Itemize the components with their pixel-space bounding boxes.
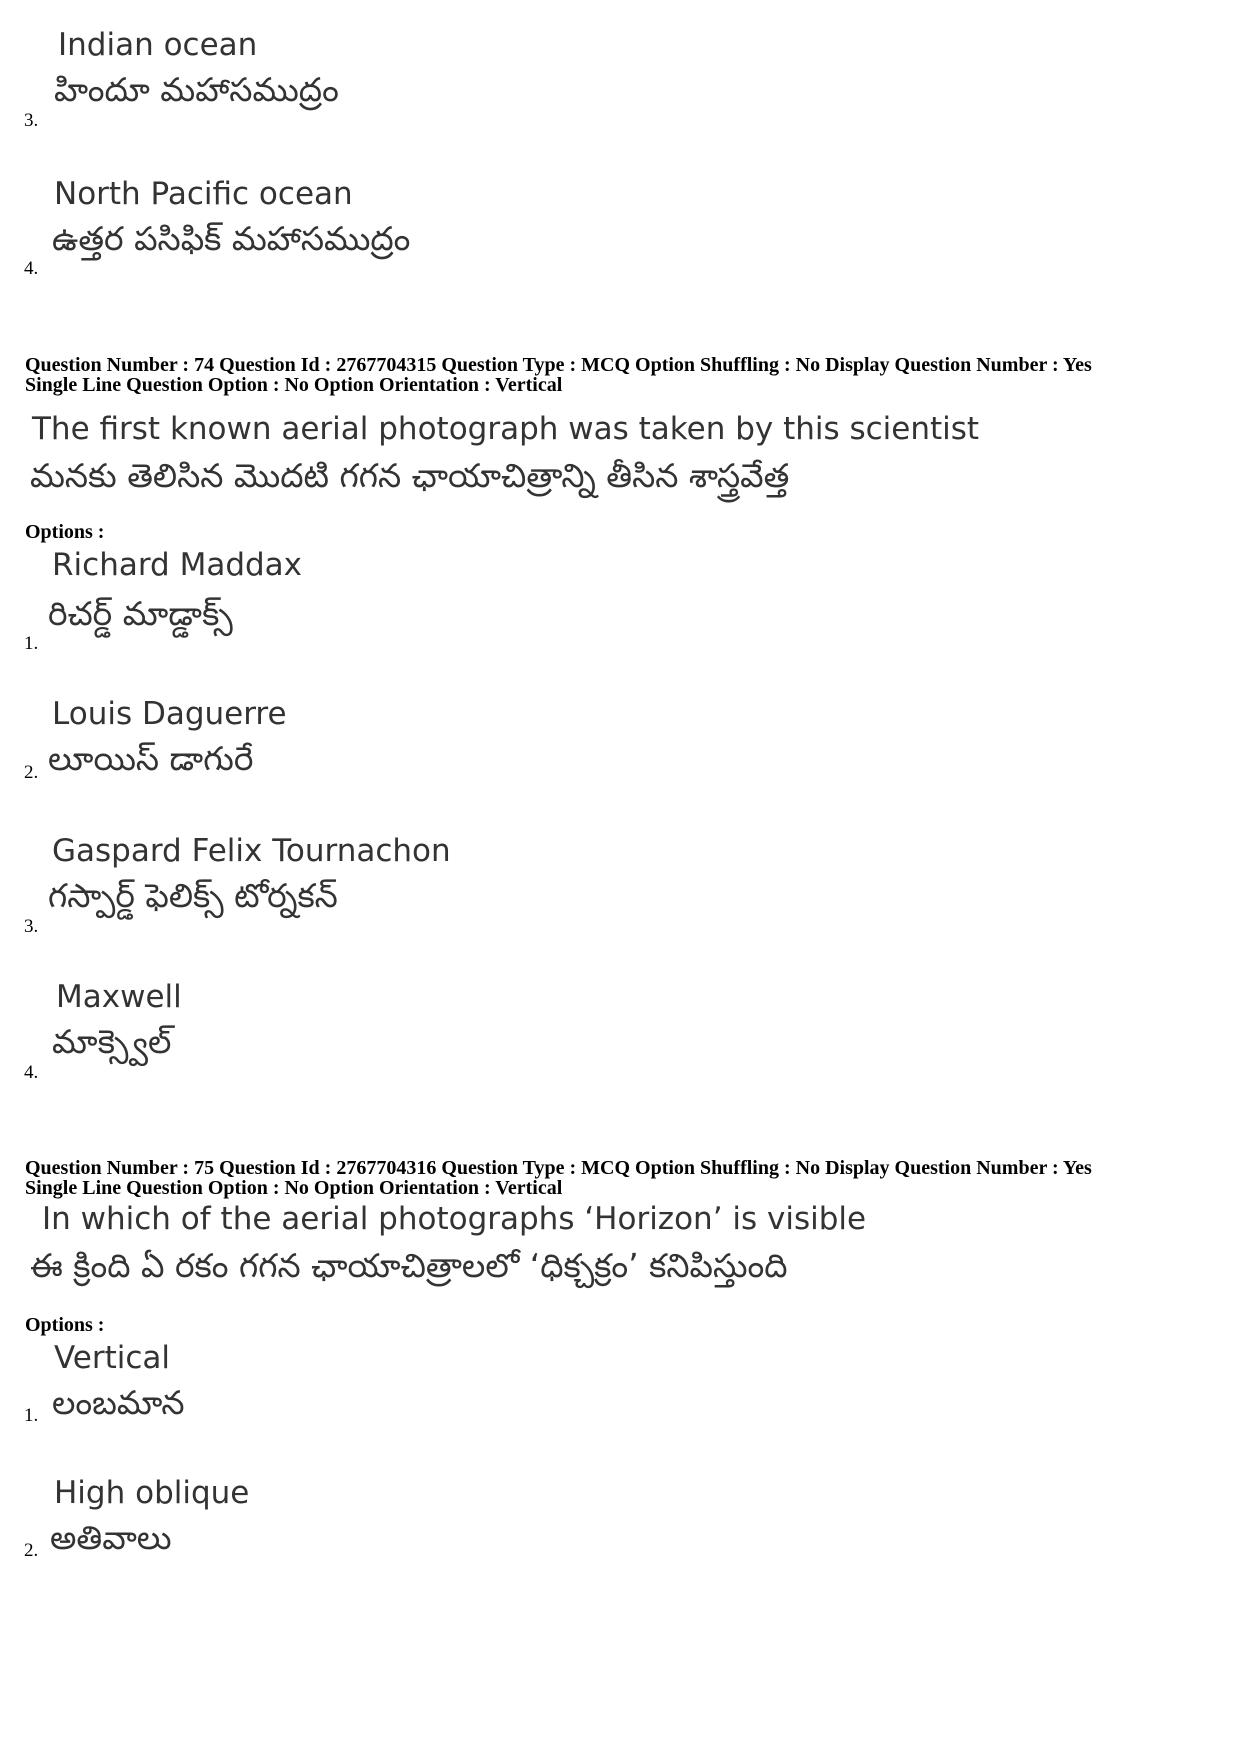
q74-question-telugu: మనకు తెలిసిన మొదటి గగన ఛాయాచిత్రాన్ని తీసిన శాస్త్రవేత్త (30, 456, 790, 495)
q74-option-1-number: 1. (24, 633, 39, 654)
q75-question-telugu: ఈ క్రింది ఏ రకం గగన ఛాయాచిత్రాలలో ‘ధిక్చక్రం’ కనిపిస్తుంది (30, 1246, 788, 1285)
q74-options-label: Options : (25, 521, 105, 543)
q74-option-3-english: Gaspard Felix Tournachon (52, 833, 451, 869)
q74-option-1-english: Richard Maddax (52, 547, 303, 583)
q75-option-2-english: High oblique (54, 1475, 250, 1511)
q75-options-label: Options : (25, 1314, 105, 1336)
prev-option-4-number: 4. (24, 258, 39, 279)
q74-option-3-number: 3. (24, 916, 39, 937)
q75-option-1-telugu: లంబమాన (52, 1383, 185, 1422)
q75-meta-line-2: Single Line Question Option : No Option Orientation : Vertical (25, 1177, 563, 1199)
q74-option-3-telugu: గస్పార్డ్ ఫెలిక్స్ టోర్నకన్ (48, 876, 338, 915)
q75-option-2-telugu: అతివాలు (50, 1518, 172, 1557)
q74-meta-line-1: Question Number : 74 Question Id : 2767704315 Question Type : MCQ Option Shuffling : No Display Question Number : Yes (25, 354, 1092, 376)
q74-option-4-english: Maxwell (56, 979, 182, 1015)
q75-option-1-english: Vertical (54, 1340, 171, 1376)
prev-option-3-english: Indian ocean (58, 27, 258, 63)
prev-option-4-english: North Pacific ocean (54, 176, 353, 212)
q74-option-4-number: 4. (24, 1062, 39, 1083)
q74-option-2-english: Louis Daguerre (52, 696, 287, 732)
q75-option-2-number: 2. (24, 1540, 39, 1561)
prev-option-3-telugu: హిందూ మహాసముద్రం (54, 70, 339, 109)
q74-option-2-number: 2. (24, 762, 39, 783)
prev-option-3-number: 3. (24, 110, 39, 131)
q75-meta-line-1: Question Number : 75 Question Id : 2767704316 Question Type : MCQ Option Shuffling : No Display Question Number : Yes (25, 1157, 1092, 1179)
q75-option-1-number: 1. (24, 1405, 39, 1426)
q75-question-english: In which of the aerial photographs ‘Horizon’ is visible (42, 1201, 867, 1237)
q74-option-4-telugu: మాక్స్వెల్ (52, 1022, 172, 1061)
q74-option-1-telugu: రిచర్డ్ మాడ్డాక్స్ (48, 594, 233, 633)
q74-meta-line-2: Single Line Question Option : No Option Orientation : Vertical (25, 374, 563, 396)
q74-option-2-telugu: లూయిస్ డాగురే (48, 739, 254, 778)
prev-option-4-telugu: ఉత్తర పసిఫిక్ మహాసముద్రం (52, 219, 411, 258)
q74-question-english: The first known aerial photograph was taken by this scientist (32, 411, 980, 447)
